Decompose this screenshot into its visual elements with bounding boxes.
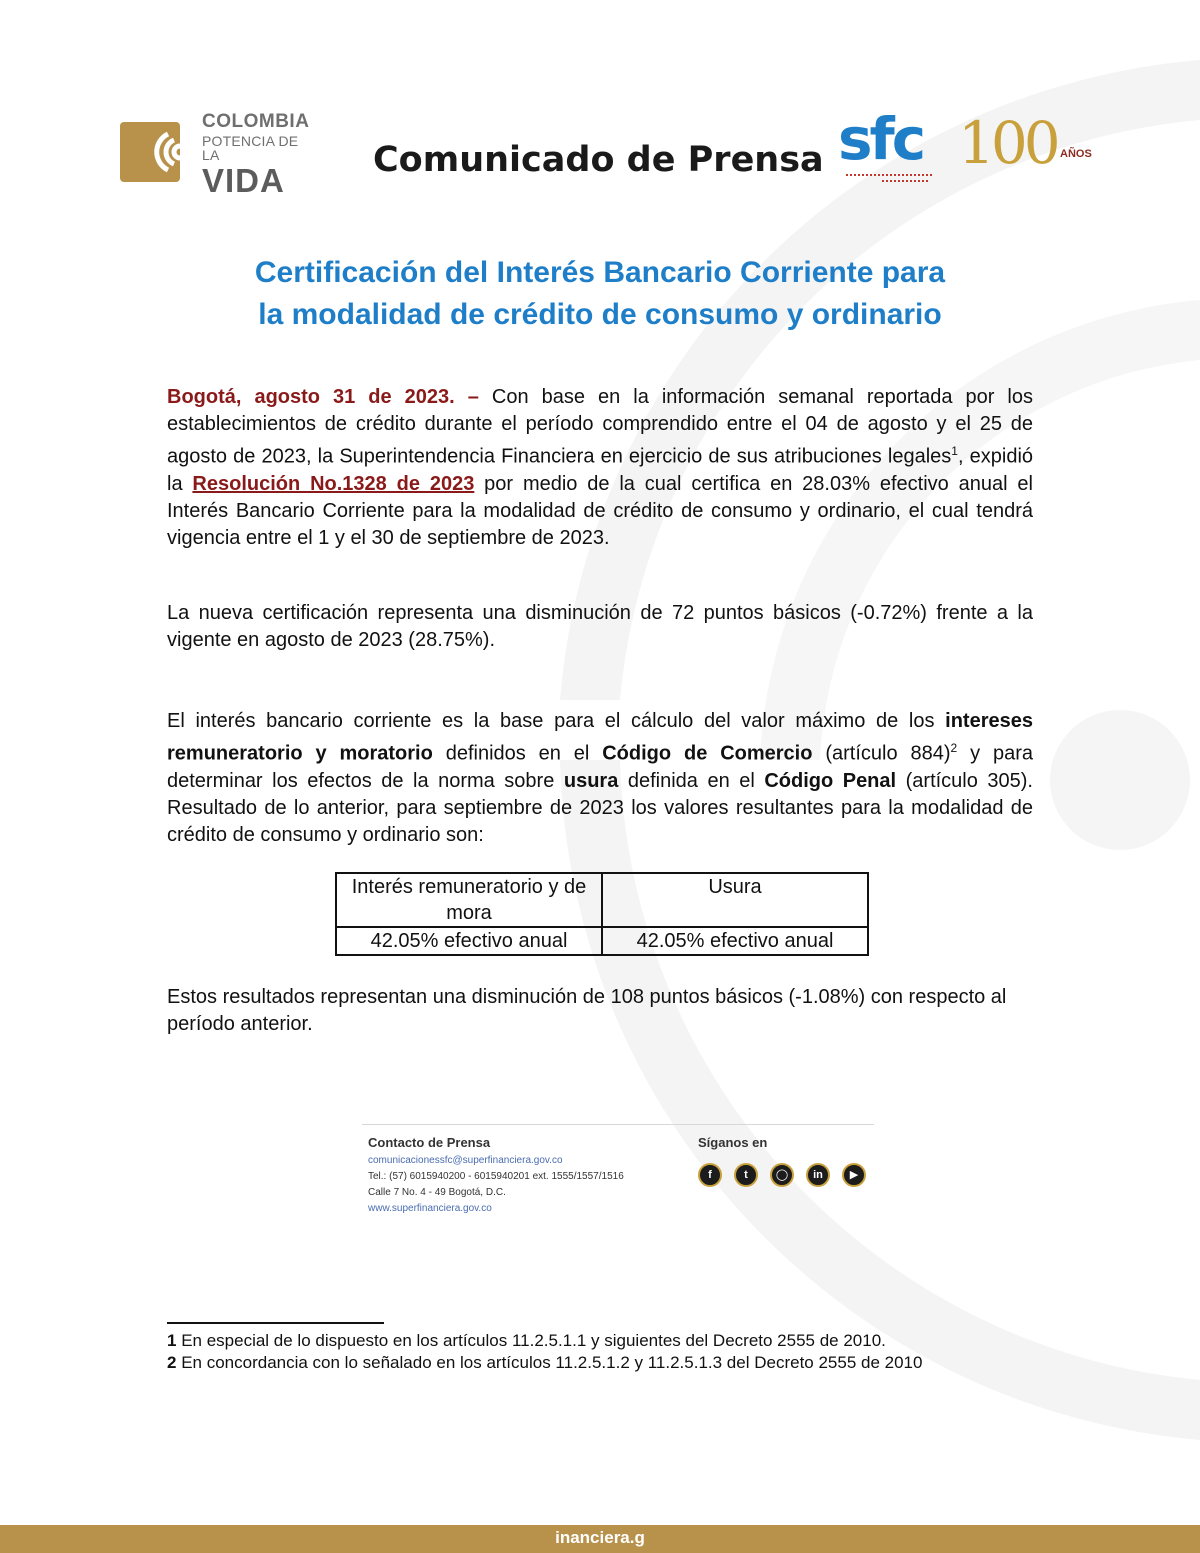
contact-email-link[interactable]: comunicacionessfc@superfinanciera.gov.co: [368, 1155, 563, 1166]
contact-address: Calle 7 No. 4 - 49 Bogotá, D.C.: [368, 1187, 506, 1198]
footnote-2-number: 2: [167, 1353, 177, 1372]
press-release-title: [160, 252, 1040, 336]
resolution-link[interactable]: Resolución No.1328 de 2023: [192, 472, 475, 495]
paragraph-results: Estos resultados representan una disminución de 108 puntos básicos (-1.08%) con respecto al período anterior.: [167, 986, 1007, 1035]
footnote-separator: [167, 1322, 384, 1324]
paragraph-certification: [167, 384, 1033, 552]
logo-colombia-text: COLOMBIA: [202, 111, 310, 132]
contact-phone: Tel.: (57) 6015940200 - 6015940201 ext. 1555/1557/1516: [368, 1171, 624, 1182]
footnote-ref-1[interactable]: 1: [951, 444, 958, 458]
paragraph3-bold-usura: usura: [563, 769, 619, 792]
dateline: Bogotá, agosto 31 de 2023. –: [167, 386, 479, 408]
table-header-usura: Usura: [602, 873, 868, 927]
document-type-heading: Comunicado de Prensa: [373, 140, 824, 180]
sfc-tagline-decoration-2: [882, 180, 928, 184]
footer-bar: [0, 1525, 1200, 1553]
paragraph1-text-c: por medio de la cual certifica en 28.03% efectivo anual el Interés Bancario Corriente para la modalidad de crédito de consumo y ordinario, el cual tendrá vigencia entre el 1 y el 30 de septiembre de 2023.: [167, 472, 1033, 549]
paragraph1-text-a: Con base en la información semanal reportada por los establecimientos de crédito durante el período comprendido entre el 04 de agosto y el 25 de agosto de 2023, la Superintendencia Financiera en ejercicio de sus atribuciones legales: [167, 386, 1033, 468]
sfc-tagline-decoration: [846, 174, 932, 178]
paragraph3-bold-codigo-comercio: Código de Comercio: [602, 742, 813, 765]
paragraph3-t3: (artículo 884): [812, 742, 951, 765]
anniversary-number: 100: [958, 109, 1057, 177]
paragraph1-text-b: , expidió la: [167, 445, 1034, 495]
logo-potencia-text: POTENCIA DE LA: [202, 133, 299, 163]
anniversary-100-logo: [958, 109, 1106, 184]
footnotes: [167, 1330, 1007, 1374]
paragraph3-t4: y para determinar los efectos de la norma sobre: [167, 742, 1033, 792]
colombia-potencia-de-la-vida-logo: [118, 111, 310, 199]
table-row: [336, 927, 868, 955]
table-header-remuneratorio: Interés remuneratorio y de mora: [336, 873, 602, 927]
title-line-1: Certificación del Interés Bancario Corriente para: [254, 256, 946, 289]
instagram-icon[interactable]: ◯: [770, 1163, 794, 1187]
contact-website-link[interactable]: www.superfinanciera.gov.co: [368, 1203, 492, 1214]
paragraph3-bold-interests: intereses remuneratorio y moratorio: [167, 710, 1033, 765]
rates-table: [335, 872, 869, 956]
footnote-2: [167, 1352, 1007, 1374]
colombia-signal-icon: [118, 118, 190, 184]
anniversary-label: AÑOS: [1060, 148, 1092, 160]
paragraph3-t6: (artículo 305). Resultado de lo anterior, para septiembre de 2023 los valores resultantes para la modalidad de crédito de consumo y ordinario son:: [167, 769, 1033, 846]
linkedin-icon[interactable]: in: [806, 1163, 830, 1187]
youtube-icon[interactable]: ▶: [842, 1163, 866, 1187]
press-contact-block: [362, 1124, 874, 1225]
table-value-remuneratorio: 42.05% efectivo anual: [336, 927, 602, 955]
footnote-1-number: 1: [167, 1331, 177, 1350]
sfc-logo: [836, 105, 936, 186]
follow-us-title: Síganos en: [698, 1135, 768, 1150]
twitter-icon[interactable]: t: [734, 1163, 758, 1187]
paragraph3-bold-codigo-penal: Código Penal: [764, 769, 897, 792]
footnote-1-text: En especial de lo dispuesto en los artículos 11.2.5.1.1 y siguientes del Decreto 2555 de 2010.: [176, 1331, 886, 1350]
logo-vida-text: VIDA: [202, 162, 285, 199]
paragraph3-t5: definida en el: [618, 769, 765, 792]
paragraph-usury-explanation: [167, 708, 1033, 849]
facebook-icon[interactable]: f: [698, 1163, 722, 1187]
page-header: [118, 104, 1108, 199]
table-value-usura: 42.05% efectivo anual: [602, 927, 868, 955]
paragraph-decrease: La nueva certificación representa una disminución de 72 puntos básicos (-0.72%) frente a la vigente en agosto de 2023 (28.75%).: [167, 602, 1033, 651]
footer-website-text: inanciera.g: [555, 1528, 645, 1547]
sfc-logo-text: sfc: [838, 105, 924, 173]
footnote-2-text: En concordancia con lo señalado en los artículos 11.2.5.1.2 y 11.2.5.1.3 del Decreto 2555 de 2010: [176, 1353, 923, 1372]
table-header-row: [336, 873, 868, 927]
paragraph3-t1: El interés bancario corriente es la base para el cálculo del valor máximo de los: [167, 710, 946, 732]
paragraph3-t2: definidos en el: [432, 742, 603, 765]
contact-title: Contacto de Prensa: [368, 1135, 491, 1150]
footnote-ref-2[interactable]: 2: [950, 741, 958, 755]
footnote-1: [167, 1330, 1007, 1352]
title-line-2: la modalidad de crédito de consumo y ordinario: [258, 298, 942, 331]
